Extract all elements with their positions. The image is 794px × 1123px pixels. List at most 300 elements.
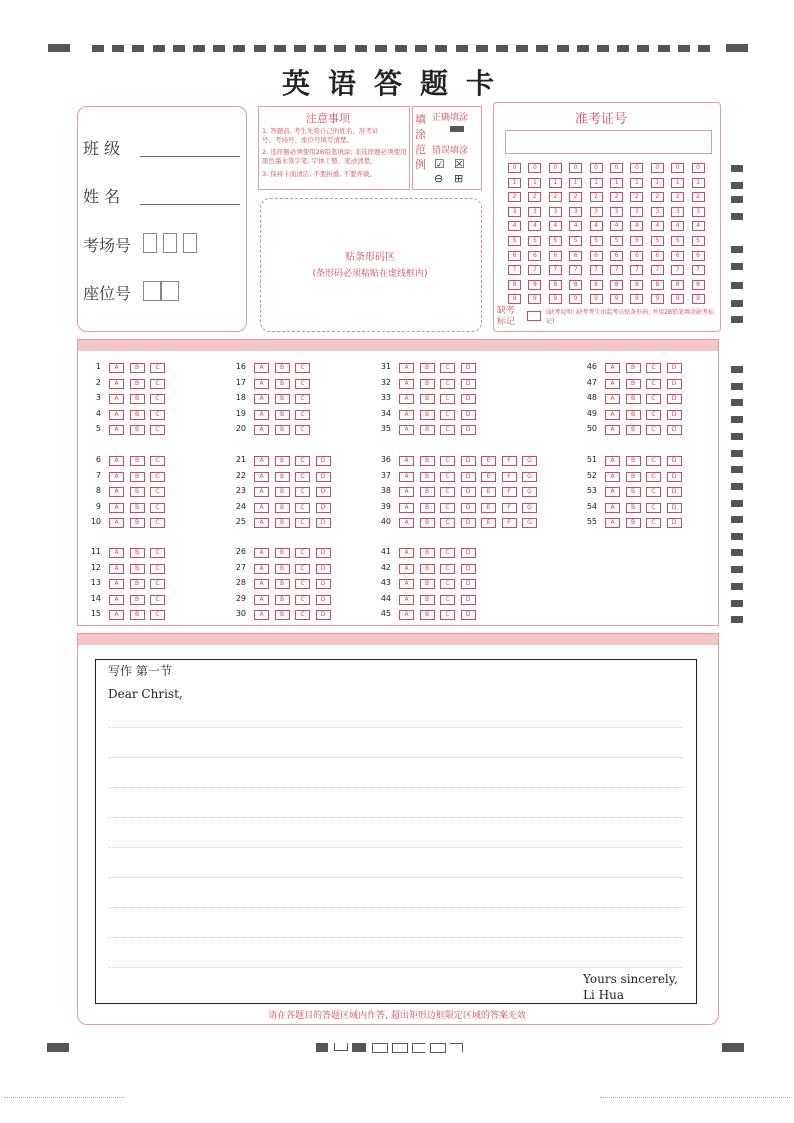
answer-bubble[interactable]: B [420, 503, 435, 513]
exam-id-digit-bubble[interactable]: 0 [610, 163, 623, 173]
answer-bubble[interactable]: D [667, 456, 682, 466]
answer-bubble[interactable]: G [522, 487, 537, 497]
answer-bubble[interactable]: B [626, 472, 641, 482]
exam-id-digit-bubble[interactable]: 2 [549, 192, 562, 202]
answer-bubble[interactable]: B [130, 610, 145, 620]
answer-bubble[interactable]: C [440, 564, 455, 574]
answer-bubble[interactable]: A [109, 394, 124, 404]
answer-bubble[interactable]: B [275, 379, 290, 389]
exam-id-digit-bubble[interactable]: 3 [610, 207, 623, 217]
exam-id-digit-bubble[interactable]: 8 [569, 280, 582, 290]
answer-bubble[interactable]: A [605, 379, 620, 389]
answer-bubble[interactable]: D [461, 579, 476, 589]
exam-id-digit-bubble[interactable]: 4 [590, 221, 603, 231]
answer-bubble[interactable]: D [667, 503, 682, 513]
answer-bubble[interactable]: C [440, 579, 455, 589]
exam-id-digit-bubble[interactable]: 3 [630, 207, 643, 217]
answer-bubble[interactable]: C [295, 425, 310, 435]
answer-bubble[interactable]: A [254, 548, 269, 558]
answer-bubble[interactable]: C [440, 425, 455, 435]
answer-bubble[interactable]: C [295, 548, 310, 558]
answer-bubble[interactable]: C [150, 503, 165, 513]
answer-bubble[interactable]: C [295, 456, 310, 466]
room-digit-box[interactable] [163, 233, 177, 253]
exam-id-digit-bubble[interactable]: 9 [590, 294, 603, 304]
writing-box[interactable] [95, 659, 697, 1004]
exam-id-digit-bubble[interactable]: 8 [610, 280, 623, 290]
answer-bubble[interactable]: A [254, 503, 269, 513]
seat-digit-box[interactable] [161, 281, 179, 301]
exam-id-digit-bubble[interactable]: 0 [569, 163, 582, 173]
answer-bubble[interactable]: B [275, 610, 290, 620]
answer-bubble[interactable]: B [275, 456, 290, 466]
answer-bubble[interactable]: A [109, 503, 124, 513]
answer-bubble[interactable]: B [275, 564, 290, 574]
answer-bubble[interactable]: D [461, 610, 476, 620]
exam-id-digit-bubble[interactable]: 5 [671, 236, 684, 246]
answer-bubble[interactable]: B [130, 518, 145, 528]
answer-bubble[interactable]: B [626, 518, 641, 528]
answer-bubble[interactable]: C [150, 487, 165, 497]
exam-id-digit-bubble[interactable]: 4 [630, 221, 643, 231]
answer-bubble[interactable]: D [667, 487, 682, 497]
answer-bubble[interactable]: D [316, 595, 331, 605]
answer-bubble[interactable]: C [295, 379, 310, 389]
answer-bubble[interactable]: G [522, 456, 537, 466]
answer-bubble[interactable]: B [130, 487, 145, 497]
exam-id-digit-bubble[interactable]: 6 [610, 251, 623, 261]
answer-bubble[interactable]: B [130, 363, 145, 373]
exam-id-digit-bubble[interactable]: 2 [630, 192, 643, 202]
answer-bubble[interactable]: A [109, 379, 124, 389]
exam-id-digit-bubble[interactable]: 0 [549, 163, 562, 173]
answer-bubble[interactable]: A [254, 595, 269, 605]
answer-bubble[interactable]: C [295, 394, 310, 404]
answer-bubble[interactable]: B [420, 548, 435, 558]
answer-bubble[interactable]: C [440, 548, 455, 558]
answer-bubble[interactable]: C [150, 410, 165, 420]
answer-bubble[interactable]: A [605, 363, 620, 373]
answer-bubble[interactable]: A [254, 363, 269, 373]
answer-bubble[interactable]: C [646, 425, 661, 435]
answer-bubble[interactable]: D [667, 425, 682, 435]
exam-id-digit-bubble[interactable]: 4 [651, 221, 664, 231]
exam-id-digit-bubble[interactable]: 9 [569, 294, 582, 304]
answer-bubble[interactable]: C [295, 363, 310, 373]
answer-bubble[interactable]: B [130, 579, 145, 589]
exam-id-digit-bubble[interactable]: 2 [651, 192, 664, 202]
answer-bubble[interactable]: D [461, 564, 476, 574]
answer-bubble[interactable]: C [440, 363, 455, 373]
exam-id-digit-bubble[interactable]: 5 [692, 236, 705, 246]
answer-bubble[interactable]: A [254, 379, 269, 389]
exam-id-digit-bubble[interactable]: 4 [610, 221, 623, 231]
exam-id-digit-bubble[interactable]: 3 [508, 207, 521, 217]
answer-bubble[interactable]: C [295, 564, 310, 574]
answer-bubble[interactable]: B [420, 394, 435, 404]
exam-id-digit-bubble[interactable]: 5 [508, 236, 521, 246]
answer-bubble[interactable]: D [461, 425, 476, 435]
answer-bubble[interactable]: F [502, 518, 517, 528]
answer-bubble[interactable]: C [295, 518, 310, 528]
answer-bubble[interactable]: C [150, 548, 165, 558]
answer-bubble[interactable]: C [150, 394, 165, 404]
answer-bubble[interactable]: B [626, 379, 641, 389]
answer-bubble[interactable]: A [254, 394, 269, 404]
exam-id-digit-bubble[interactable]: 1 [508, 178, 521, 188]
answer-bubble[interactable]: C [295, 503, 310, 513]
exam-id-digit-bubble[interactable]: 2 [671, 192, 684, 202]
answer-bubble[interactable]: A [399, 518, 414, 528]
answer-bubble[interactable]: A [254, 579, 269, 589]
answer-bubble[interactable]: A [399, 363, 414, 373]
answer-bubble[interactable]: D [461, 503, 476, 513]
answer-bubble[interactable]: A [109, 610, 124, 620]
answer-bubble[interactable]: C [150, 456, 165, 466]
exam-id-digit-bubble[interactable]: 1 [528, 178, 541, 188]
answer-bubble[interactable]: A [254, 518, 269, 528]
exam-id-digit-bubble[interactable]: 5 [549, 236, 562, 246]
missing-mark-box[interactable] [527, 311, 541, 321]
answer-bubble[interactable]: C [150, 472, 165, 482]
answer-bubble[interactable]: C [295, 579, 310, 589]
answer-bubble[interactable]: C [440, 487, 455, 497]
exam-id-digit-bubble[interactable]: 5 [590, 236, 603, 246]
exam-id-digit-bubble[interactable]: 7 [590, 265, 603, 275]
exam-id-digit-bubble[interactable]: 7 [651, 265, 664, 275]
exam-id-digit-bubble[interactable]: 1 [549, 178, 562, 188]
answer-bubble[interactable]: B [275, 394, 290, 404]
exam-id-digit-bubble[interactable]: 9 [692, 294, 705, 304]
answer-bubble[interactable]: A [254, 564, 269, 574]
exam-id-digit-bubble[interactable]: 9 [528, 294, 541, 304]
exam-id-digit-bubble[interactable]: 6 [590, 251, 603, 261]
answer-bubble[interactable]: A [605, 394, 620, 404]
answer-bubble[interactable]: B [130, 564, 145, 574]
answer-bubble[interactable]: B [275, 595, 290, 605]
exam-id-digit-bubble[interactable]: 2 [610, 192, 623, 202]
answer-bubble[interactable]: C [295, 472, 310, 482]
answer-bubble[interactable]: E [481, 472, 496, 482]
exam-id-digit-bubble[interactable]: 0 [692, 163, 705, 173]
answer-bubble[interactable]: C [295, 595, 310, 605]
exam-id-digit-bubble[interactable]: 8 [651, 280, 664, 290]
answer-bubble[interactable]: F [502, 472, 517, 482]
exam-id-digit-bubble[interactable]: 6 [508, 251, 521, 261]
answer-bubble[interactable]: B [626, 394, 641, 404]
answer-bubble[interactable]: A [605, 518, 620, 528]
exam-id-digit-bubble[interactable]: 8 [508, 280, 521, 290]
exam-id-digit-bubble[interactable]: 7 [610, 265, 623, 275]
exam-id-entry-row[interactable] [505, 130, 712, 154]
answer-bubble[interactable]: E [481, 503, 496, 513]
answer-bubble[interactable]: B [275, 363, 290, 373]
answer-bubble[interactable]: A [109, 595, 124, 605]
answer-bubble[interactable]: D [316, 518, 331, 528]
answer-bubble[interactable]: D [316, 472, 331, 482]
answer-bubble[interactable]: C [440, 379, 455, 389]
answer-bubble[interactable]: C [440, 410, 455, 420]
answer-bubble[interactable]: B [420, 379, 435, 389]
answer-bubble[interactable]: C [150, 595, 165, 605]
exam-id-digit-bubble[interactable]: 6 [630, 251, 643, 261]
answer-bubble[interactable]: B [275, 487, 290, 497]
answer-bubble[interactable]: A [399, 564, 414, 574]
answer-bubble[interactable]: D [461, 472, 476, 482]
answer-bubble[interactable]: A [109, 472, 124, 482]
exam-id-digit-bubble[interactable]: 9 [651, 294, 664, 304]
exam-id-digit-bubble[interactable]: 9 [508, 294, 521, 304]
answer-bubble[interactable]: B [130, 425, 145, 435]
answer-bubble[interactable]: C [440, 472, 455, 482]
answer-bubble[interactable]: D [461, 518, 476, 528]
exam-id-digit-bubble[interactable]: 6 [651, 251, 664, 261]
answer-bubble[interactable]: A [109, 518, 124, 528]
answer-bubble[interactable]: C [646, 487, 661, 497]
answer-bubble[interactable]: G [522, 518, 537, 528]
answer-bubble[interactable]: B [420, 472, 435, 482]
exam-id-digit-bubble[interactable]: 3 [692, 207, 705, 217]
answer-bubble[interactable]: B [626, 410, 641, 420]
answer-bubble[interactable]: D [667, 518, 682, 528]
answer-bubble[interactable]: B [275, 425, 290, 435]
answer-bubble[interactable]: B [130, 595, 145, 605]
answer-bubble[interactable]: F [502, 487, 517, 497]
answer-bubble[interactable]: B [420, 363, 435, 373]
exam-id-digit-bubble[interactable]: 9 [671, 294, 684, 304]
answer-bubble[interactable]: C [646, 503, 661, 513]
answer-bubble[interactable]: C [150, 363, 165, 373]
exam-id-digit-bubble[interactable]: 1 [692, 178, 705, 188]
answer-bubble[interactable]: A [605, 503, 620, 513]
answer-bubble[interactable]: C [440, 394, 455, 404]
exam-id-digit-bubble[interactable]: 2 [528, 192, 541, 202]
exam-id-digit-bubble[interactable]: 1 [671, 178, 684, 188]
answer-bubble[interactable]: A [254, 610, 269, 620]
answer-bubble[interactable]: A [254, 410, 269, 420]
exam-id-digit-bubble[interactable]: 4 [692, 221, 705, 231]
answer-bubble[interactable]: D [461, 487, 476, 497]
exam-id-digit-bubble[interactable]: 0 [528, 163, 541, 173]
answer-bubble[interactable]: C [646, 379, 661, 389]
answer-bubble[interactable]: B [420, 595, 435, 605]
answer-bubble[interactable]: A [109, 456, 124, 466]
answer-bubble[interactable]: C [646, 472, 661, 482]
answer-bubble[interactable]: C [646, 456, 661, 466]
answer-bubble[interactable]: A [109, 410, 124, 420]
answer-bubble[interactable]: G [522, 472, 537, 482]
answer-bubble[interactable]: B [275, 548, 290, 558]
exam-id-digit-bubble[interactable]: 8 [630, 280, 643, 290]
exam-id-digit-bubble[interactable]: 4 [569, 221, 582, 231]
answer-bubble[interactable]: D [316, 579, 331, 589]
exam-id-digit-bubble[interactable]: 8 [692, 280, 705, 290]
answer-bubble[interactable]: D [667, 363, 682, 373]
exam-id-digit-bubble[interactable]: 9 [630, 294, 643, 304]
answer-bubble[interactable]: B [420, 425, 435, 435]
answer-bubble[interactable]: E [481, 518, 496, 528]
exam-id-digit-bubble[interactable]: 6 [692, 251, 705, 261]
answer-bubble[interactable]: A [399, 548, 414, 558]
exam-id-digit-bubble[interactable]: 4 [528, 221, 541, 231]
exam-id-digit-bubble[interactable]: 3 [549, 207, 562, 217]
answer-bubble[interactable]: B [626, 425, 641, 435]
answer-bubble[interactable]: B [420, 487, 435, 497]
answer-bubble[interactable]: D [667, 394, 682, 404]
exam-id-digit-bubble[interactable]: 7 [630, 265, 643, 275]
answer-bubble[interactable]: C [150, 425, 165, 435]
answer-bubble[interactable]: B [130, 456, 145, 466]
answer-bubble[interactable]: D [316, 456, 331, 466]
answer-bubble[interactable]: B [130, 503, 145, 513]
answer-bubble[interactable]: E [481, 487, 496, 497]
exam-id-digit-bubble[interactable]: 3 [569, 207, 582, 217]
answer-bubble[interactable]: C [150, 579, 165, 589]
answer-bubble[interactable]: D [316, 564, 331, 574]
name-field[interactable] [140, 204, 240, 205]
exam-id-digit-bubble[interactable]: 1 [651, 178, 664, 188]
answer-bubble[interactable]: C [295, 610, 310, 620]
answer-bubble[interactable]: C [295, 410, 310, 420]
exam-id-digit-bubble[interactable]: 7 [671, 265, 684, 275]
answer-bubble[interactable]: B [275, 410, 290, 420]
answer-bubble[interactable]: A [109, 548, 124, 558]
answer-bubble[interactable]: B [275, 579, 290, 589]
exam-id-digit-bubble[interactable]: 5 [569, 236, 582, 246]
exam-id-digit-bubble[interactable]: 0 [590, 163, 603, 173]
exam-id-digit-bubble[interactable]: 5 [651, 236, 664, 246]
answer-bubble[interactable]: A [109, 363, 124, 373]
answer-bubble[interactable]: A [399, 487, 414, 497]
exam-id-digit-bubble[interactable]: 8 [671, 280, 684, 290]
answer-bubble[interactable]: F [502, 503, 517, 513]
answer-bubble[interactable]: A [399, 410, 414, 420]
answer-bubble[interactable]: D [316, 487, 331, 497]
exam-id-digit-bubble[interactable]: 4 [549, 221, 562, 231]
answer-bubble[interactable]: C [150, 379, 165, 389]
answer-bubble[interactable]: A [399, 394, 414, 404]
answer-bubble[interactable]: D [667, 472, 682, 482]
answer-bubble[interactable]: D [461, 410, 476, 420]
answer-bubble[interactable]: B [626, 363, 641, 373]
answer-bubble[interactable]: C [150, 564, 165, 574]
answer-bubble[interactable]: A [399, 595, 414, 605]
exam-id-digit-bubble[interactable]: 5 [630, 236, 643, 246]
answer-bubble[interactable]: A [605, 425, 620, 435]
answer-bubble[interactable]: A [399, 379, 414, 389]
answer-bubble[interactable]: E [481, 456, 496, 466]
answer-bubble[interactable]: D [461, 595, 476, 605]
answer-bubble[interactable]: C [646, 410, 661, 420]
answer-bubble[interactable]: B [420, 564, 435, 574]
answer-bubble[interactable]: B [275, 518, 290, 528]
exam-id-digit-bubble[interactable]: 0 [508, 163, 521, 173]
exam-id-digit-bubble[interactable]: 2 [569, 192, 582, 202]
exam-id-digit-bubble[interactable]: 3 [590, 207, 603, 217]
answer-bubble[interactable]: C [646, 518, 661, 528]
exam-id-digit-bubble[interactable]: 3 [651, 207, 664, 217]
answer-bubble[interactable]: A [399, 472, 414, 482]
answer-bubble[interactable]: A [399, 503, 414, 513]
answer-bubble[interactable]: A [254, 472, 269, 482]
exam-id-digit-bubble[interactable]: 2 [508, 192, 521, 202]
exam-id-digit-bubble[interactable]: 8 [549, 280, 562, 290]
answer-bubble[interactable]: B [275, 503, 290, 513]
answer-bubble[interactable]: A [254, 456, 269, 466]
exam-id-digit-bubble[interactable]: 7 [569, 265, 582, 275]
exam-id-digit-bubble[interactable]: 7 [508, 265, 521, 275]
answer-bubble[interactable]: F [502, 456, 517, 466]
answer-bubble[interactable]: A [605, 487, 620, 497]
answer-bubble[interactable]: D [667, 410, 682, 420]
answer-bubble[interactable]: B [420, 579, 435, 589]
exam-id-digit-bubble[interactable]: 3 [671, 207, 684, 217]
exam-id-digit-bubble[interactable]: 3 [528, 207, 541, 217]
answer-bubble[interactable]: B [275, 472, 290, 482]
exam-id-digit-bubble[interactable]: 0 [630, 163, 643, 173]
answer-bubble[interactable]: B [130, 548, 145, 558]
answer-bubble[interactable]: A [605, 410, 620, 420]
exam-id-digit-bubble[interactable]: 2 [590, 192, 603, 202]
answer-bubble[interactable]: B [626, 503, 641, 513]
exam-id-digit-bubble[interactable]: 2 [692, 192, 705, 202]
exam-id-digit-bubble[interactable]: 7 [528, 265, 541, 275]
answer-bubble[interactable]: D [316, 548, 331, 558]
room-digit-box[interactable] [183, 233, 197, 253]
answer-bubble[interactable]: A [109, 487, 124, 497]
room-digit-box[interactable] [143, 233, 157, 253]
exam-id-digit-bubble[interactable]: 1 [610, 178, 623, 188]
answer-bubble[interactable]: C [440, 503, 455, 513]
answer-bubble[interactable]: A [109, 425, 124, 435]
answer-bubble[interactable]: A [605, 472, 620, 482]
exam-id-digit-bubble[interactable]: 6 [549, 251, 562, 261]
answer-bubble[interactable]: A [109, 579, 124, 589]
answer-bubble[interactable]: B [130, 394, 145, 404]
answer-bubble[interactable]: B [420, 518, 435, 528]
answer-bubble[interactable]: A [109, 564, 124, 574]
answer-bubble[interactable]: A [254, 425, 269, 435]
answer-bubble[interactable]: C [150, 610, 165, 620]
answer-bubble[interactable]: B [130, 379, 145, 389]
answer-bubble[interactable]: B [420, 410, 435, 420]
exam-id-digit-bubble[interactable]: 1 [569, 178, 582, 188]
answer-bubble[interactable]: D [461, 456, 476, 466]
exam-id-digit-bubble[interactable]: 5 [528, 236, 541, 246]
answer-bubble[interactable]: D [461, 548, 476, 558]
exam-id-digit-bubble[interactable]: 6 [671, 251, 684, 261]
answer-bubble[interactable]: A [399, 579, 414, 589]
exam-id-digit-bubble[interactable]: 5 [610, 236, 623, 246]
class-field[interactable] [140, 156, 240, 157]
answer-bubble[interactable]: B [626, 456, 641, 466]
answer-bubble[interactable]: C [440, 456, 455, 466]
answer-bubble[interactable]: D [667, 379, 682, 389]
exam-id-digit-bubble[interactable]: 7 [692, 265, 705, 275]
answer-bubble[interactable]: D [461, 363, 476, 373]
answer-bubble[interactable]: B [626, 487, 641, 497]
answer-bubble[interactable]: D [461, 394, 476, 404]
answer-bubble[interactable]: B [130, 410, 145, 420]
answer-bubble[interactable]: C [646, 394, 661, 404]
exam-id-digit-bubble[interactable]: 9 [549, 294, 562, 304]
answer-bubble[interactable]: C [440, 595, 455, 605]
exam-id-digit-bubble[interactable]: 9 [610, 294, 623, 304]
answer-bubble[interactable]: B [130, 472, 145, 482]
answer-bubble[interactable]: C [440, 518, 455, 528]
answer-bubble[interactable]: B [420, 610, 435, 620]
answer-bubble[interactable]: A [254, 487, 269, 497]
